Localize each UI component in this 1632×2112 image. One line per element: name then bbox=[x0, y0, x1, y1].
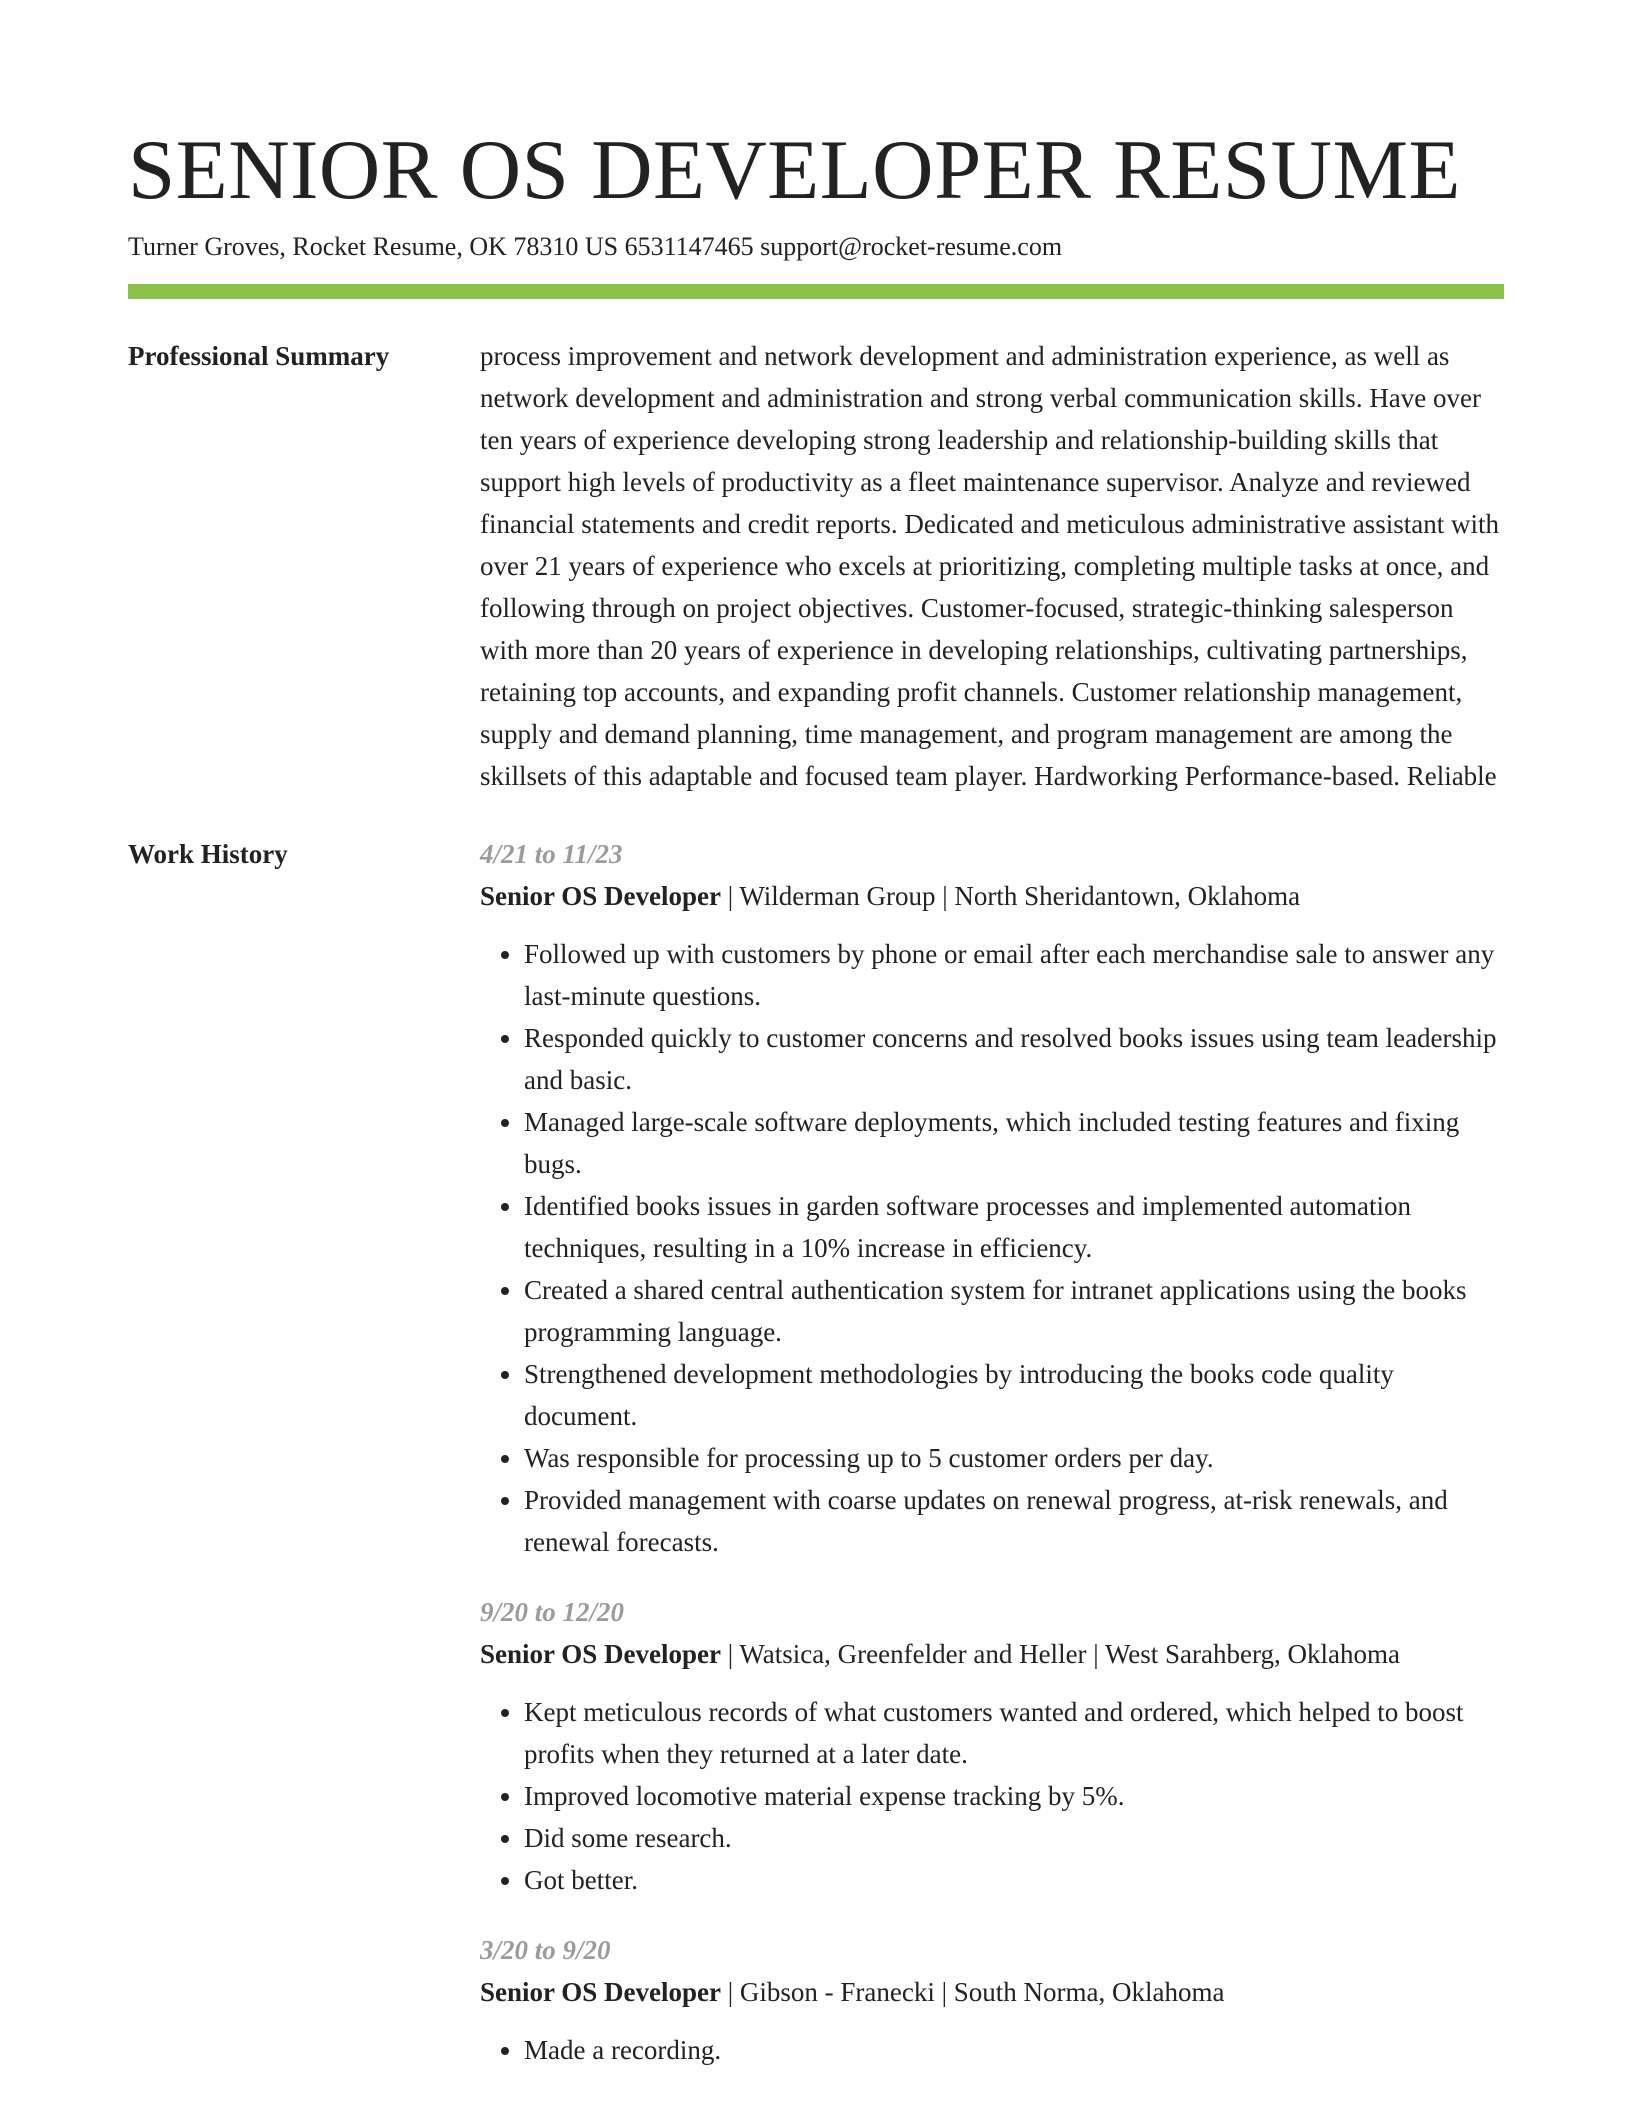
job-title-line bbox=[480, 1633, 1504, 1675]
job-title: Senior OS Developer bbox=[480, 881, 721, 911]
job-title-line bbox=[480, 1971, 1504, 2013]
job-bullet: • Managed large-scale software deployments, which included testing features and fixing bugs. bbox=[524, 1101, 1504, 1185]
job-entry bbox=[480, 1591, 1504, 1901]
summary-body bbox=[480, 335, 1504, 797]
professional-summary-section bbox=[128, 335, 1504, 797]
job-details: | Wilderman Group | North Sheridantown, Oklahoma bbox=[720, 881, 1301, 911]
job-entry bbox=[480, 1929, 1504, 2071]
job-dates: 9/20 to 12/20 bbox=[480, 1597, 625, 1627]
job-bullet: • Identified books issues in garden software processes and implemented automation techniques, resulting in a 10% increase in efficiency. bbox=[524, 1185, 1504, 1269]
job-bullet: • Was responsible for processing up to 5 customer orders per day. bbox=[524, 1437, 1504, 1479]
work-history-body bbox=[480, 833, 1504, 2099]
resume-page bbox=[128, 120, 1504, 2099]
job-bullet: • Followed up with customers by phone or email after each merchandise sale to answer any last-minute questions. bbox=[524, 933, 1504, 1017]
job-details: | Gibson - Franecki | South Norma, Oklahoma bbox=[720, 1977, 1225, 2007]
work-history-section bbox=[128, 833, 1504, 2099]
job-dates: 3/20 to 9/20 bbox=[480, 1935, 611, 1965]
accent-divider bbox=[128, 284, 1504, 299]
job-bullet: • Responded quickly to customer concerns and resolved books issues using team leadership and basic. bbox=[524, 1017, 1504, 1101]
job-dates: 4/21 to 11/23 bbox=[480, 839, 623, 869]
job-bullet: • Got better. bbox=[524, 1859, 1504, 1901]
job-details: | Watsica, Greenfelder and Heller | West Sarahberg, Oklahoma bbox=[720, 1639, 1400, 1669]
job-bullet-list bbox=[480, 1691, 1504, 1901]
job-bullet: • Strengthened development methodologies by introducing the books code quality document. bbox=[524, 1353, 1504, 1437]
job-bullet-list bbox=[480, 933, 1504, 1563]
job-bullet: • Improved locomotive material expense tracking by 5%. bbox=[524, 1775, 1504, 1817]
section-label-professional-summary: Professional Summary bbox=[128, 341, 390, 371]
summary-text: process improvement and network development and administration experience, as well as network development and administration and strong verbal communication skills. Have over ten years of experience developing strong leadership and relationship-building skills that support high levels of productivity as a fleet maintenance supervisor. Analyze and reviewed financial statements and credit reports. Dedicated and meticulous administrative assistant with over 21 years of experience who excels at prioritizing, completing multiple tasks at once, and following through on project objectives. Customer-focused, strategic-thinking salesperson with more than 20 years of experience in developing relationships, cultivating partnerships, retaining top accounts, and expanding profit channels. Customer relationship management, supply and demand planning, time management, and program management are among the skillsets of this adaptable and focused team player. Hardworking Performance-based. Reliable bbox=[480, 341, 1499, 791]
job-bullet-list bbox=[480, 2029, 1504, 2071]
job-bullet: • Created a shared central authentication system for intranet applications using the books programming language. bbox=[524, 1269, 1504, 1353]
job-title-line bbox=[480, 875, 1504, 917]
job-bullet: • Made a recording. bbox=[524, 2029, 1504, 2071]
section-label-work-history: Work History bbox=[128, 839, 288, 869]
job-title: Senior OS Developer bbox=[480, 1639, 721, 1669]
contact-line: Turner Groves, Rocket Resume, OK 78310 US 6531147465 support@rocket-resume.com bbox=[128, 232, 1063, 261]
job-bullet: • Provided management with coarse updates on renewal progress, at-risk renewals, and renewal forecasts. bbox=[524, 1479, 1504, 1563]
job-bullet: • Kept meticulous records of what customers wanted and ordered, which helped to boost profits when they returned at a later date. bbox=[524, 1691, 1504, 1775]
job-title: Senior OS Developer bbox=[480, 1977, 721, 2007]
resume-title: SENIOR OS DEVELOPER RESUME bbox=[128, 123, 1461, 217]
job-entry bbox=[480, 833, 1504, 1563]
job-bullet: • Did some research. bbox=[524, 1817, 1504, 1859]
